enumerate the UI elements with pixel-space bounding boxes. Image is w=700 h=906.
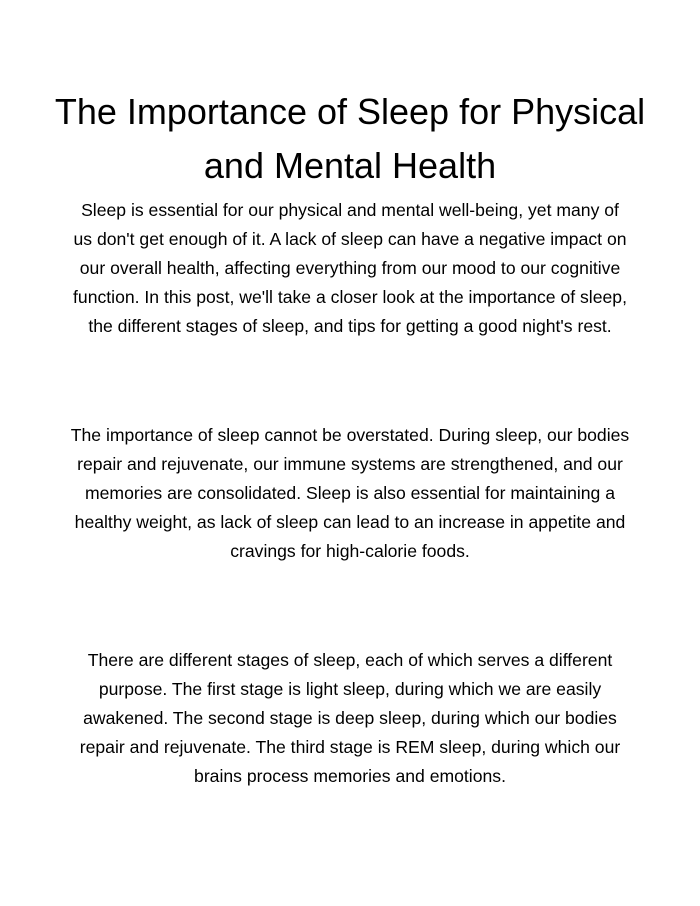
page-title: The Importance of Sleep for Physical and Mental Health <box>54 91 646 186</box>
paragraph-intro: Sleep is essential for our physical and mental well-being, yet many of us don't get enough of it. A lack of sleep can have a negative impact on our overall health, affecting everything from our mood to our cognitive function. In this post, we'll take a closer look at the importance of sleep, the different stages of sleep, and tips for getting a good night's rest. <box>73 200 627 336</box>
paragraph-stages: There are different stages of sleep, each of which serves a different purpose. The first stage is light sleep, during which we are easily awakened. The second stage is deep sleep, during which our bodies repair and rejuvenate. The third stage is REM sleep, during which our brains process memories and emotions. <box>79 650 621 786</box>
paragraph-importance: The importance of sleep cannot be overstated. During sleep, our bodies repair and rejuvenate, our immune systems are strengthened, and our memories are consolidated. Sleep is also essential for maintaining a healthy weight, as lack of sleep can lead to an increase in appetite and cravings for high-calorie foods. <box>70 425 630 561</box>
